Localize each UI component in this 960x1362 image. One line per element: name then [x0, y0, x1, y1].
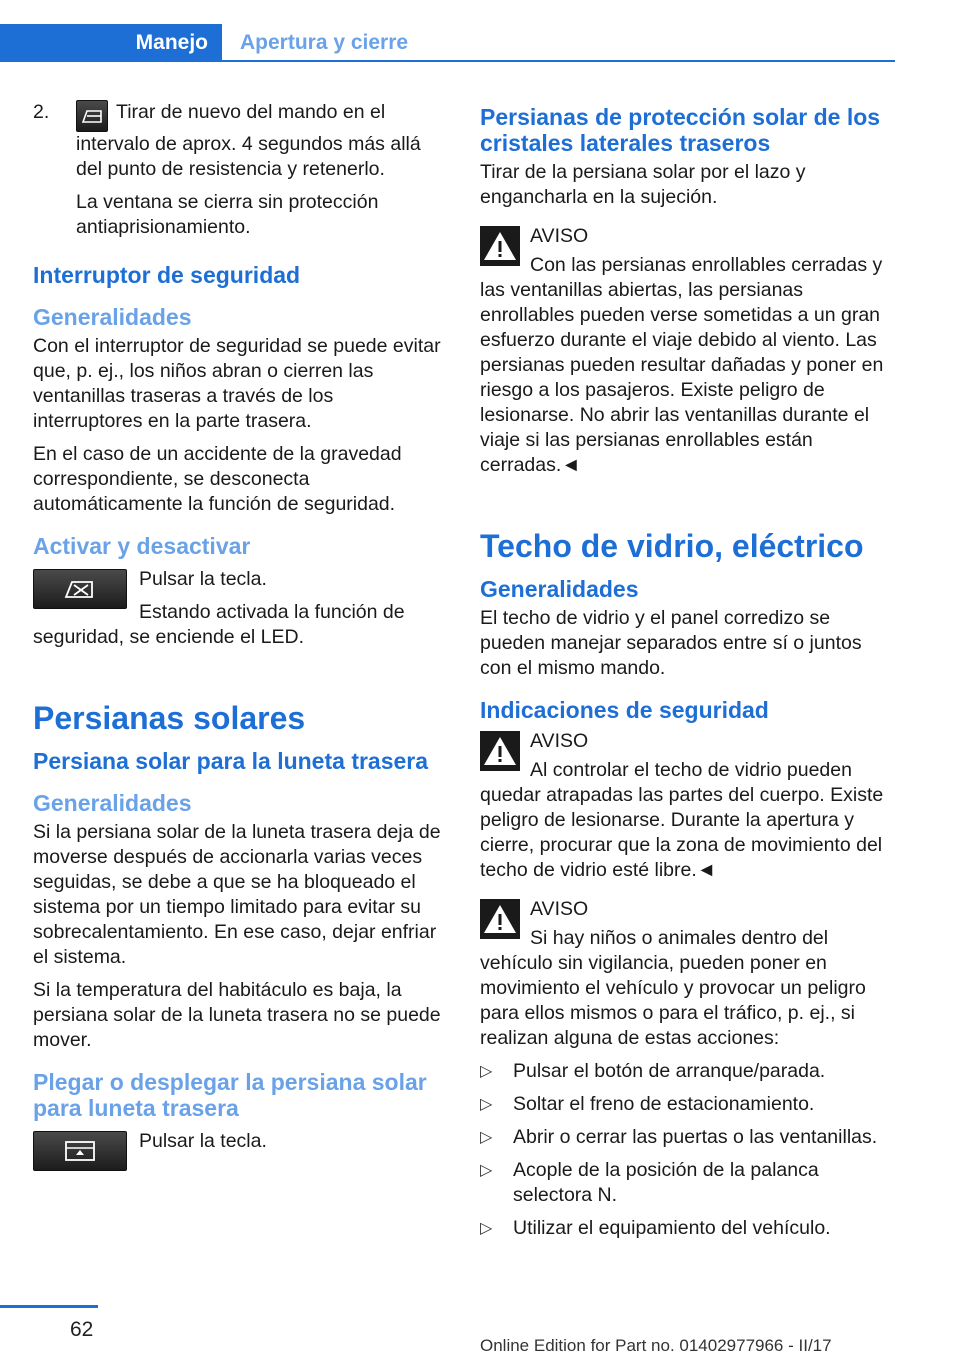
- step-2: [33, 100, 448, 248]
- list-item: ▷ Pulsar el botón de arranque/parada.: [480, 1060, 826, 1082]
- para-activada: Estando activada la función de seguridad, se enciende el LED.: [33, 601, 405, 648]
- list-item: ▷ Abrir o cerrar las puertas o las ventanillas.: [480, 1126, 878, 1148]
- bullet-triangle-icon: ▷: [480, 1129, 493, 1146]
- heading-plegar: Plegar o desplegar la persiana solar para luneta trasera: [33, 1069, 427, 1121]
- para-techo: El techo de vidrio y el panel corredizo se pueden manejar separados entre sí o juntos con el mismo mando.: [480, 607, 862, 679]
- heading-generalidades-r: Generalidades: [480, 576, 639, 602]
- heading-laterales: Persianas de protección solar de los cristales laterales traseros: [480, 104, 881, 156]
- aviso-label-1: AVISO: [530, 225, 589, 247]
- aviso-label-2: AVISO: [530, 730, 589, 752]
- aviso-label-3: AVISO: [530, 898, 589, 920]
- heading-persianas: Persianas solares: [33, 700, 306, 736]
- warning-block-3: [480, 897, 898, 1059]
- para-pulsar-1: Pulsar la tecla.: [139, 568, 267, 590]
- heading-activar: Activar y desactivar: [33, 533, 251, 559]
- heading-indicaciones: Indicaciones de seguridad: [480, 697, 769, 723]
- heading-generalidades-1: Generalidades: [33, 304, 192, 330]
- safety-switch-icon: [33, 569, 127, 609]
- list-item: ▷ Acople de la posición de la palanca selectora N.: [480, 1159, 819, 1206]
- action-list: [480, 1059, 898, 1241]
- warning-triangle-icon: [480, 731, 520, 771]
- aviso-text-3: Si hay niños o animales dentro del vehículo sin vigilancia, pueden poner en movimiento el vehículo y provocar un peligro para ellos mismos o para el tráfico, p. ej., si realizan alguna de estas acciones:: [480, 927, 866, 1049]
- step-2-subtext: La ventana se cierra sin protección antiaprisionamiento.: [76, 191, 379, 238]
- left-column: [33, 100, 448, 1175]
- aviso-text-2: Al controlar el techo de vidrio pueden quedar atrapadas las partes del cuerpo. Existe peligro de lesionarse. Durante la apertura y cierre, procurar que la zona de movimiento del techo de vidrio esté libre.◄: [480, 759, 884, 881]
- window-switch-icon: [76, 100, 108, 132]
- step-2-text: Tirar de nuevo del mando en el intervalo de aprox. 4 segundos más allá del punto de resistencia y retenerlo.: [76, 101, 421, 180]
- section-tab-manejo: Manejo: [0, 24, 222, 62]
- page-number: 62: [70, 1318, 94, 1341]
- heading-persiana-luneta: Persiana solar para la luneta trasera: [33, 748, 429, 774]
- aviso-text-1: Con las persianas enrollables cerradas y las ventanillas abiertas, las persianas enrollables pueden verse sometidas a un gran esfuerzo durante el viaje debido al viento. Las persianas pueden resultar dañadas y poner en riesgo a los pasajeros. Existe peligro de lesionarse. No abrir las ventanillas durante el viaje si las persianas enrollables están cerradas.◄: [480, 254, 884, 476]
- para-gen1b: En el caso de un accidente de la gravedad correspondiente, se desconecta automáticamente la función de seguridad.: [33, 443, 402, 515]
- para-gen1a: Con el interruptor de seguridad se puede evitar que, p. ej., los niños abran o cierren las ventanillas traseras a través de los interruptores en la parte trasera.: [33, 335, 441, 432]
- sunblind-switch-icon: [33, 1131, 127, 1171]
- warning-triangle-icon: [480, 226, 520, 266]
- edition-note: Online Edition for Part no. 01402977966 - II/17: [480, 1336, 832, 1355]
- right-column: [480, 100, 898, 1249]
- para-pulsar-2: Pulsar la tecla.: [139, 1130, 267, 1152]
- para-gen2b: Si la temperatura del habitáculo es baja, la persiana solar de la luneta trasera no se puede mover.: [33, 979, 441, 1051]
- warning-block-2: [480, 729, 898, 897]
- bullet-triangle-icon: ▷: [480, 1063, 493, 1080]
- bullet-triangle-icon: ▷: [480, 1096, 493, 1113]
- footer-rule: [0, 1305, 98, 1308]
- warning-triangle-icon: [480, 899, 520, 939]
- section-tab-apertura: Apertura y cierre: [240, 31, 409, 54]
- list-item: ▷ Utilizar el equipamiento del vehículo.: [480, 1217, 831, 1239]
- bullet-triangle-icon: ▷: [480, 1220, 493, 1237]
- heading-interruptor: Interruptor de seguridad: [33, 262, 301, 288]
- warning-block-1: [480, 224, 898, 486]
- bullet-triangle-icon: ▷: [480, 1162, 493, 1179]
- header-rule: [0, 60, 895, 62]
- running-header: [0, 0, 960, 62]
- heading-techo: Techo de vidrio, eléctrico: [480, 528, 864, 564]
- para-gen2a: Si la persiana solar de la luneta trasera deja de moverse después de accionarla varias veces seguidas, se debe a que se ha bloqueado el sistema por un tiempo limitado para evitar su sobrecalentamiento. En ese caso, dejar enfriar el sistema.: [33, 821, 441, 968]
- heading-generalidades-2: Generalidades: [33, 790, 192, 816]
- step-number: 2.: [33, 101, 50, 123]
- list-item: ▷ Soltar el freno de estacionamiento.: [480, 1093, 815, 1115]
- para-laterales: Tirar de la persiana solar por el lazo y engancharla en la sujeción.: [480, 161, 806, 208]
